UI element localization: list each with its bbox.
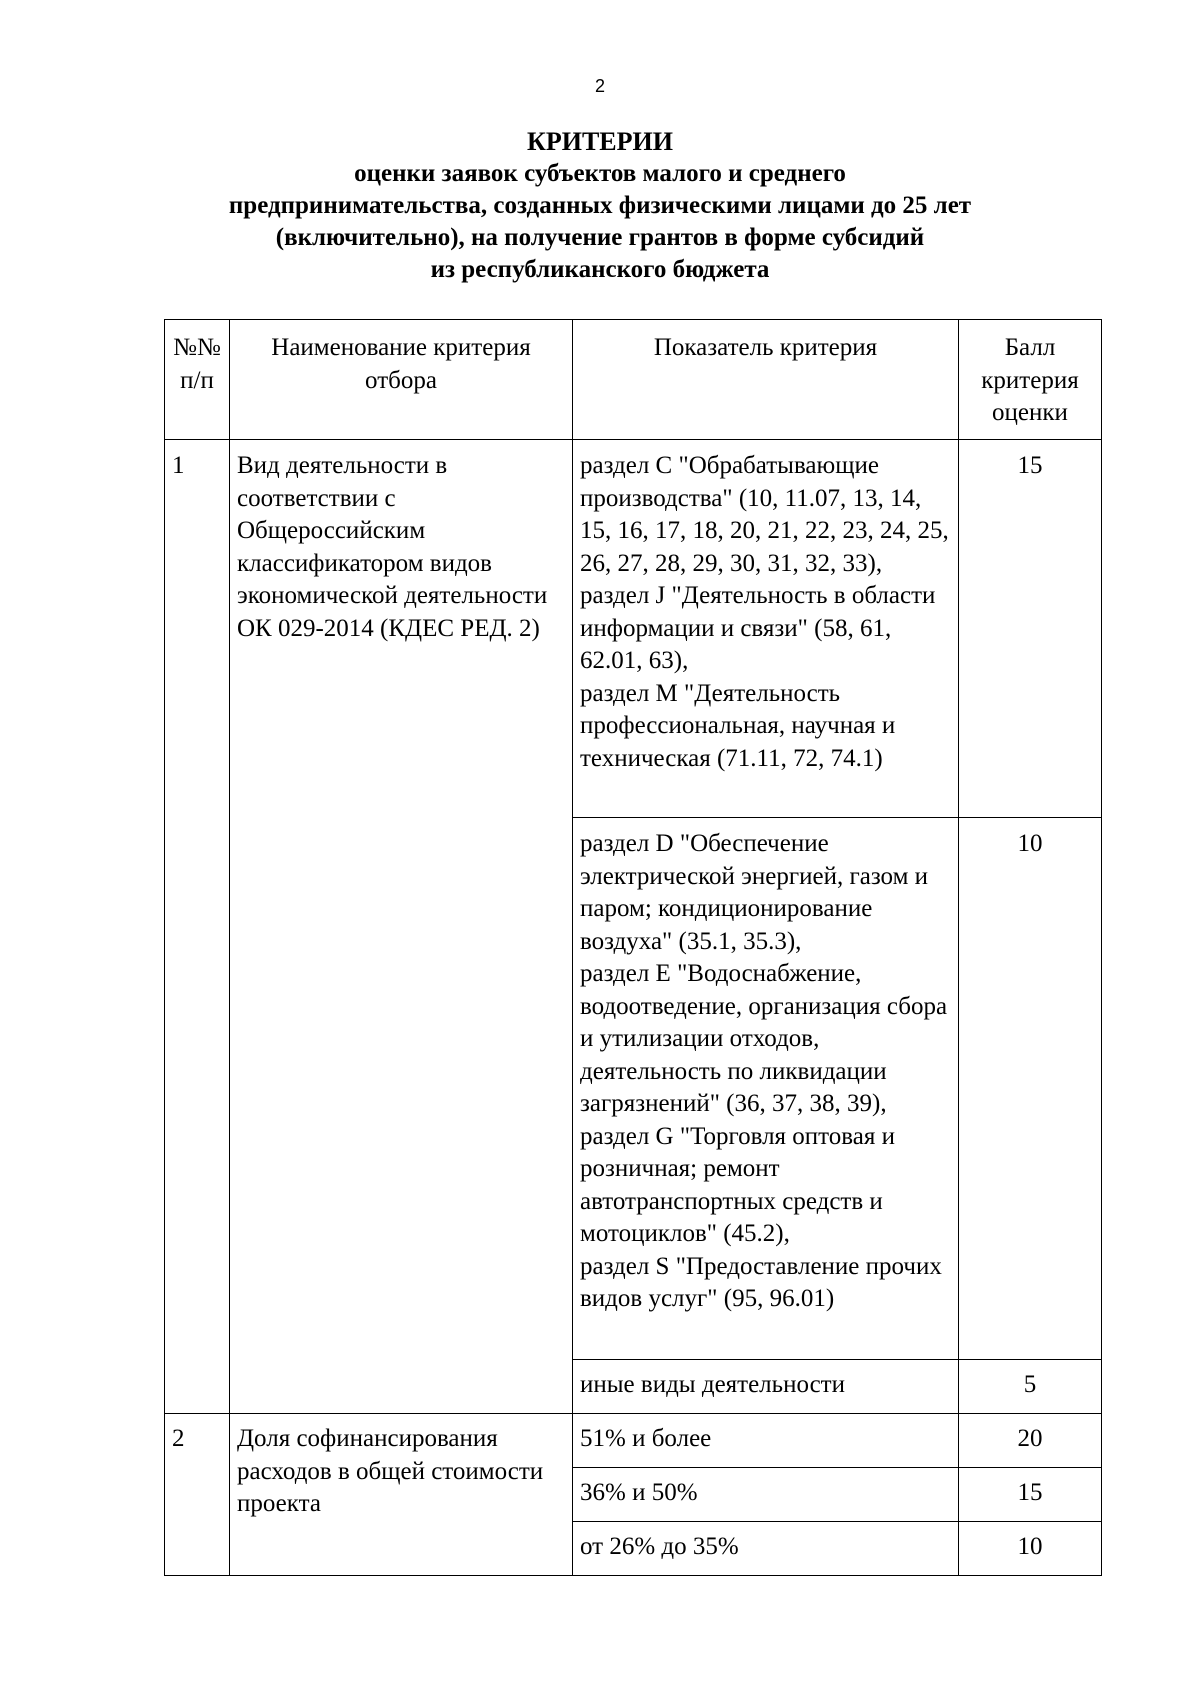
indicator-line: раздел G "Торговля оптовая и розничная; ремонт автотранспортных средств и мотоциклов" (45.2),: [580, 1122, 895, 1247]
indicator-line: раздел E "Водоснабжение, водоотведение, организация сбора и утилизации отходов, деятельность по ликвидации загрязнений" (36, 37, 38, 39),: [580, 960, 948, 1117]
header-score: Балл критерия оценки: [959, 320, 1102, 440]
header-indicator: Показатель критерия: [573, 320, 959, 440]
header-number: №№ п/п: [165, 320, 230, 440]
criteria-table: [164, 319, 1102, 1576]
indicator-line: раздел J "Деятельность в области информации и связи" (58, 61, 62.01, 63),: [580, 582, 936, 674]
header-criterion-name: Наименование критерия отбора: [230, 320, 573, 440]
title-heading: КРИТЕРИИ: [527, 127, 673, 156]
indicator-line: 36% и 50%: [580, 1479, 698, 1506]
criterion-score: 20: [959, 1414, 1102, 1468]
title-subtitle-line: предпринимательства, созданных физическими лицами до 25 лет: [228, 192, 972, 219]
criterion-indicator: [573, 818, 959, 1360]
criterion-name: Доля софинансирования расходов в общей стоимости проекта: [230, 1414, 573, 1576]
title-subtitle-line: (включительно), на получение грантов в форме субсидий: [275, 224, 925, 251]
criterion-indicator: [573, 1468, 959, 1522]
table-row: [165, 1414, 1102, 1468]
criterion-indicator: [573, 1360, 959, 1414]
criterion-indicator: [573, 1522, 959, 1576]
indicator-line: раздел S "Предоставление прочих видов услуг" (95, 96.01): [580, 1252, 942, 1312]
criterion-number: 2: [165, 1414, 230, 1576]
criterion-score: 15: [959, 1468, 1102, 1522]
criterion-score: 15: [959, 440, 1102, 818]
criterion-score: 5: [959, 1360, 1102, 1414]
indicator-line: раздел D "Обеспечение электрической энергией, газом и паром; кондиционирование воздуха" (35.1, 35.3),: [580, 830, 929, 955]
indicator-line: раздел М "Деятельность профессиональная, научная и техническая (71.11, 72, 74.1): [580, 679, 896, 772]
indicator-line: иные виды деятельности: [580, 1371, 845, 1398]
page-number: 2: [594, 76, 605, 96]
criterion-indicator: [573, 1414, 959, 1468]
title-subtitle-line: оценки заявок субъектов малого и среднего: [354, 160, 846, 187]
table-header-row: [165, 320, 1102, 440]
title-subtitle-line: из республиканского бюджета: [430, 256, 770, 283]
criterion-name: Вид деятельности в соответствии с Общероссийским классификатором видов экономической деятельности ОК 029-2014 (КДЕС РЕД. 2): [230, 440, 573, 1414]
indicator-line: от 26% до 35%: [580, 1533, 739, 1560]
criterion-indicator: [573, 440, 959, 818]
criterion-score: 10: [959, 818, 1102, 1360]
table-row: [165, 440, 1102, 818]
criterion-score: 10: [959, 1522, 1102, 1576]
document-title: [0, 126, 1200, 286]
criterion-number: 1: [165, 440, 230, 1414]
indicator-line: раздел С "Обрабатывающие производства" (10, 11.07, 13, 14, 15, 16, 17, 18, 20, 21, 22, 23, 24, 25, 26, 27, 28, 29, 30, 31, 32, 33),: [580, 452, 949, 577]
indicator-line: 51% и более: [580, 1425, 712, 1452]
